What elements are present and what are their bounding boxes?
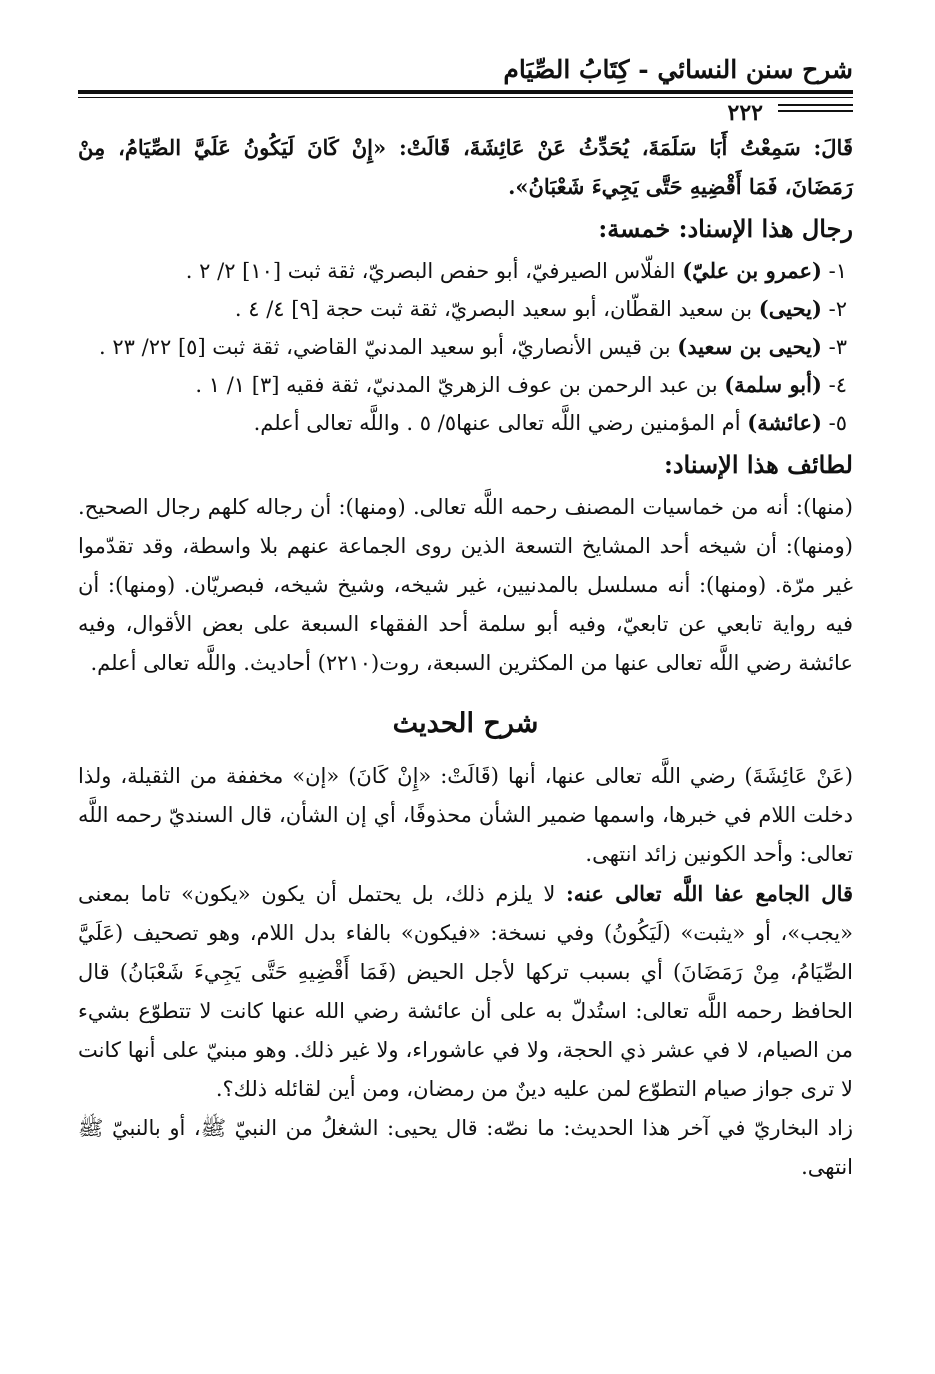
narrator-item: ٢- (يحيى) بن سعيد القطّان، أبو سعيد البصريّ، ثقة ثبت حجة [٩] ٤/ ٤ . (234, 296, 847, 321)
narrators-heading: رجال هذا الإسناد: خمسة: (598, 214, 853, 243)
page-number-ornament (778, 104, 853, 116)
narrator-item: ٣- (يحيى بن سعيد) بن قيس الأنصاريّ، أبو سعيد المدنيّ القاضي، ثقة ثبت [٥] ٢٢/ ٢٣ . (99, 334, 847, 359)
narrator-item: ٤- (أبو سلمة) بن عبد الرحمن بن عوف الزهريّ المدنيّ، ثقة فقيه [٣] ١/ ١ . (195, 372, 847, 397)
narrators-list (78, 252, 853, 442)
sharh-paragraph-2 (78, 874, 853, 1109)
page-number: ٢٢٢ (718, 100, 773, 126)
page-number-row (78, 98, 853, 128)
hadith-text: قَالَ: سَمِعْتُ أَبَا سَلَمَةَ، يُحَدِّثُ عَنْ عَائِشَةَ، قَالَتْ: «إِنْ كَانَ لَيَكُونُ عَلَيَّ الصِّيَامُ، مِنْ رَمَضَانَ، فَمَا أَقْضِيهِ حَتَّى يَجِيءَ شَعْبَانُ». (78, 135, 853, 199)
document-page (78, 52, 853, 1187)
lataif-heading: لطائف هذا الإسناد: (663, 450, 853, 479)
sharh-heading: شرح الحديث (392, 708, 539, 739)
header-rule-thick (78, 90, 853, 94)
sharh-paragraph-3: زاد البخاريّ في آخر هذا الحديث: ما نصّه: قال يحيى: الشغلُ من النبيّ ﷺ، أو بالنبيّ ﷺ انتهى. (78, 1116, 853, 1179)
jami-lead: قال الجامع عفا اللَّه تعالى عنه: (566, 881, 854, 906)
narrator-item: ١- (عمرو بن عليّ) الفلّاس الصيرفيّ، أبو حفص البصريّ، ثقة ثبت [١٠] ٢/ ٢ . (185, 258, 847, 283)
narrator-item: ٥- (عائشة) أم المؤمنين رضي اللَّه تعالى عنها٥/ ٥ . واللَّه تعالى أعلم. (253, 410, 847, 435)
sharh-paragraph-2-body: لا يلزم ذلك، بل يحتمل أن يكون «يكون» تاما بمعنى «يجب»، أو «يثبت» (لَيَكُونُ) وفي نسخة: «فيكون» بالفاء بدل اللام، وهو تصحيف (عَلَيَّ الصِّيَامُ، مِنْ رَمَضَانَ) أي بسبب تركها لأجل الحيض (فَمَا أَقْضِيهِ حَتَّى يَجِيءَ شَعْبَانُ) قال الحافظ رحمه اللَّه تعالى: استُدلّ به على أن عائشة رضي الله عنها كانت لا تتطوّع بشيء من الصيام، لا في عشر ذي الحجة، ولا في عاشوراء، ولا غير ذلك. وهو مبنيّ على أنها كانت لا ترى جواز صيام التطوّع لمن عليه دينٌ من رمضان، ومن أين لقائله ذلك؟. (78, 882, 853, 1101)
lataif-text: (منها): أنه من خماسيات المصنف رحمه اللَّه تعالى. (ومنها): أن رجاله كلهم رجال الصحيح. (ومنها): أن شيخه أحد المشايخ التسعة الذين روى الجماعة عنهم بلا واسطة، وقد تقدّموا غير مرّة. (ومنها): أنه مسلسل بالمدنيين، غير شيخه، وشيخ شيخه، فبصريّان. (ومنها): أن فيه رواية تابعي عن تابعيّ، وفيه أبو سلمة أحد الفقهاء السبعة على بعض الأقوال، وفيه عائشة رضي اللَّه تعالى عنها من المكثرين السبعة، روت(٢٢١٠) أحاديث. واللَّه تعالى أعلم. (78, 495, 853, 675)
running-title: شرح سنن النسائي - كِتَابُ الصِّيَام (503, 55, 853, 84)
sharh-paragraph-1: (عَنْ عَائِشَةَ) رضي اللَّه تعالى عنها، أنها (قَالَتْ: «إِنْ كَانَ) «إن» مخففة من الثقيلة، ولذا دخلت اللام في خبرها، واسمها ضمير الشأن محذوفًا، أي إن الشأن، قال السنديّ رحمه اللَّه تعالى: وأحد الكونين زائد انتهى. (78, 764, 853, 866)
